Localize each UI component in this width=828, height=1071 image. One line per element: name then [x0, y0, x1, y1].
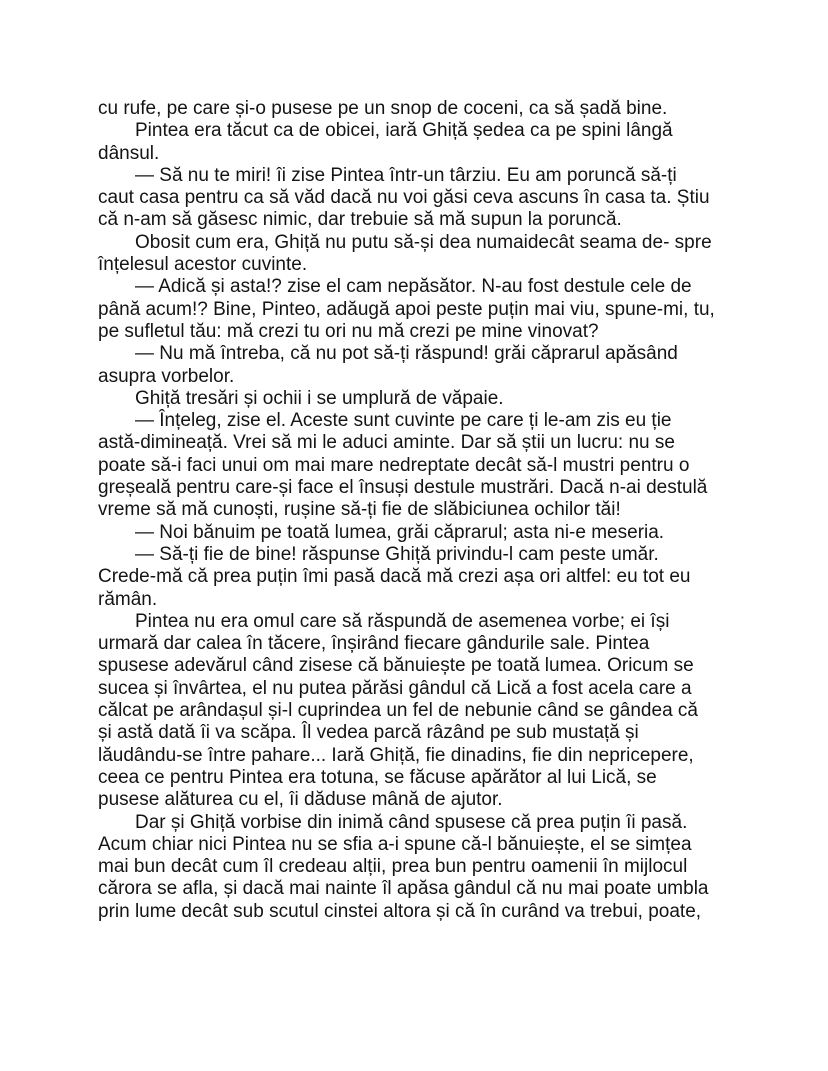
- text-line: ceea ce pentru Pintea era totuna, se făcuse apărător al lui Lică, se: [98, 766, 657, 788]
- text-line: — Înțeleg, zise el. Aceste sunt cuvinte pe care ți le-am zis eu ție: [135, 410, 672, 432]
- text-line: cărora se afla, și dacă mai nainte îl apăsa gândul că nu mai poate umbla: [98, 878, 709, 900]
- text-line: asupra vorbelor.: [98, 365, 235, 387]
- text-line: urmară dar calea în tăcere, înșirând fiecare gândurile sale. Pintea: [98, 633, 650, 655]
- text-line: până acum!? Bine, Pinteo, adăugă apoi peste puțin mai viu, spune-mi, tu,: [98, 298, 715, 320]
- text-line: greșeală pentru care-și face el însuși destule mustrări. Dacă n-ai destulă: [98, 477, 708, 499]
- text-line: că n-am să găsesc nimic, dar trebuie să mă supun la poruncă.: [98, 209, 622, 231]
- text-line: sucea și învârtea, el nu putea părăsi gândul că Lică a fost acela care a: [98, 677, 692, 699]
- text-line: Pintea nu era omul care să răspundă de asemenea vorbe; ei își: [135, 610, 670, 632]
- text-line: — Noi bănuim pe toată lumea, grăi căprarul; asta ni-e meseria.: [135, 521, 665, 543]
- text-line: — Nu mă întreba, că nu pot să-ți răspund! grăi căprarul apăsând: [135, 343, 678, 365]
- text-line: — Să-ți fie de bine! răspunse Ghiță privindu-l cam peste umăr.: [135, 543, 659, 565]
- text-line: pusese alăturea cu el, îi dăduse mână de ajutor.: [98, 789, 503, 811]
- text-line: spusese adevărul când zisese că bănuiește pe toată lumea. Oricum se: [98, 655, 694, 677]
- text-line: cu rufe, pe care și-o pusese pe un snop de coceni, ca să șadă bine.: [98, 98, 668, 119]
- text-line: Crede-mă că prea puțin îmi pasă dacă mă crezi așa ori altfel: eu tot eu: [98, 566, 691, 588]
- text-line: Pintea era tăcut ca de obicei, iară Ghiță ședea ca pe spini lângă: [135, 120, 673, 142]
- text-line: prin lume decât sub scutul cinstei altora și că în curând va trebui, poate,: [98, 900, 702, 922]
- text-line: vreme să mă cunoști, rușine să-ți fie de slăbiciunea ochilor tăi!: [98, 499, 621, 521]
- text-line: înțelesul acestor cuvinte.: [98, 254, 308, 276]
- text-line: — Adică și asta!? zise el cam nepăsător. N-au fost destule cele de: [135, 276, 692, 298]
- text-line: dânsul.: [98, 142, 160, 164]
- text-line: Dar și Ghiță vorbise din inimă când spusese că prea puțin îi pasă.: [135, 811, 688, 833]
- text-line: rămân.: [98, 588, 158, 610]
- text-line: Ghiță tresări și ochii i se umplură de văpaie.: [135, 387, 504, 409]
- text-line: mai bun decât cum îl credeau alții, prea bun pentru oamenii în mijlocul: [98, 856, 688, 878]
- text-line: — Să nu te miri! îi zise Pintea într-un târziu. Eu am poruncă să-ți: [135, 164, 677, 186]
- text-line: lăudându-se între pahare... Iară Ghiță, fie dinadins, fie din nepricepere,: [98, 744, 694, 766]
- text-line: caut casa pentru ca să văd dacă nu voi găsi ceva ascuns în casa ta. Știu: [98, 187, 710, 209]
- text-line: Acum chiar nici Pintea nu se sfia a-i spune că-l bănuiește, el se simțea: [98, 833, 692, 855]
- text-line: pe sufletul tău: mă crezi tu ori nu mă crezi pe mine vinovat?: [98, 320, 599, 342]
- text-line: și astă dată îi va scăpa. Îl vedea parcă râzând pe sub mustață și: [98, 722, 639, 744]
- document-page: [98, 98, 738, 923]
- text-line: călcat pe arândașul și-l cuprindea un fel de nebunie când se gândea că: [98, 700, 698, 722]
- text-line: Obosit cum era, Ghiță nu putu să-și dea numaidecât seama de- spre: [135, 231, 712, 253]
- text-line: poate să-i faci unui om mai mare nedreptate decât să-l mustri pentru o: [98, 454, 690, 476]
- text-line: astă-dimineață. Vrei să mi le aduci aminte. Dar să știi un lucru: nu se: [98, 432, 675, 454]
